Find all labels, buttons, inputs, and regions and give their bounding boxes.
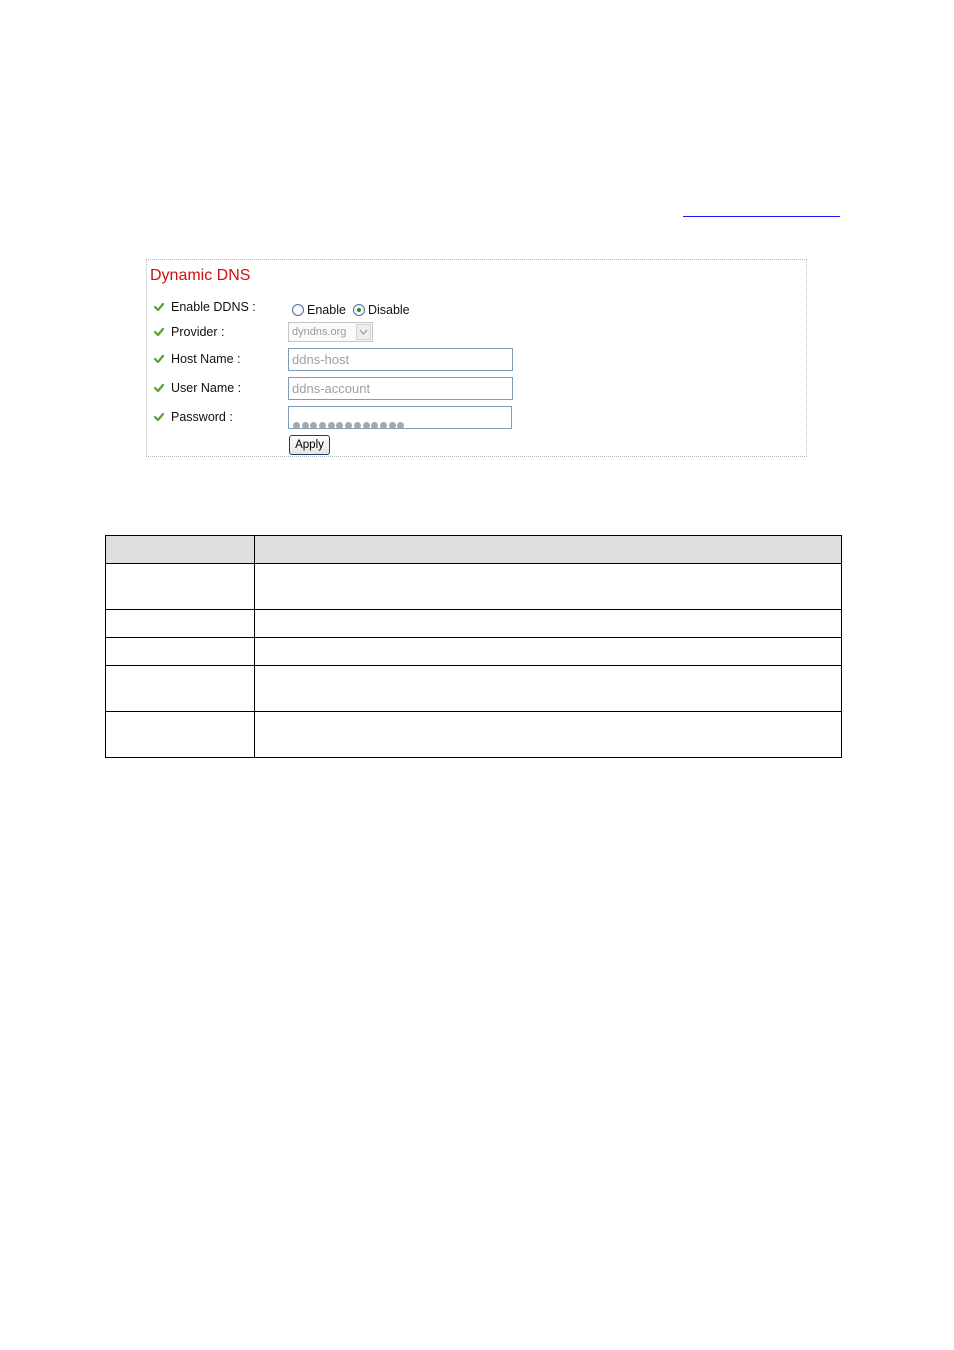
description-table: [105, 535, 842, 758]
disable-radio[interactable]: [353, 304, 365, 316]
password-dot: [336, 422, 343, 429]
password-dot: [328, 422, 335, 429]
provider-label: Provider :: [171, 325, 225, 339]
table-cell: [106, 638, 255, 666]
password-dot: [302, 422, 309, 429]
dynamic-dns-panel: [146, 259, 807, 457]
password-dot: [310, 422, 317, 429]
host-name-label: Host Name :: [171, 352, 241, 366]
enable-ddns-radio-group: [292, 301, 417, 317]
table-header-row: [106, 536, 842, 564]
table-row: [106, 610, 842, 638]
password-dot: [363, 422, 370, 429]
table-cell: [255, 610, 842, 638]
table-cell: [106, 712, 255, 758]
password-dot: [380, 422, 387, 429]
password-label: Password :: [171, 410, 233, 424]
chevron-down-icon[interactable]: [356, 324, 371, 340]
password-dot: [293, 422, 300, 429]
password-dot: [354, 422, 361, 429]
password-dot: [389, 422, 396, 429]
check-icon: [154, 302, 164, 312]
password-dot: [371, 422, 378, 429]
table-cell: [255, 536, 842, 564]
check-icon: [154, 412, 164, 422]
password-dot: [319, 422, 326, 429]
link-underline[interactable]: [683, 216, 840, 217]
check-icon: [154, 354, 164, 364]
table-cell: [255, 666, 842, 712]
password-mask: [293, 414, 406, 422]
table-cell: [255, 638, 842, 666]
check-icon: [154, 327, 164, 337]
table-cell: [106, 666, 255, 712]
host-name-input[interactable]: ddns-host: [288, 348, 513, 371]
table-cell: [255, 712, 842, 758]
user-name-input[interactable]: ddns-account: [288, 377, 513, 400]
provider-select[interactable]: [288, 322, 373, 342]
password-dot: [397, 422, 404, 429]
table-cell: [255, 564, 842, 610]
table-cell: [106, 564, 255, 610]
check-icon: [154, 383, 164, 393]
panel-title: Dynamic DNS: [150, 267, 251, 284]
table-row: [106, 638, 842, 666]
disable-radio-label[interactable]: Disable: [367, 302, 410, 317]
apply-button[interactable]: Apply: [289, 435, 330, 455]
table-row: [106, 712, 842, 758]
enable-radio-label[interactable]: Enable: [307, 302, 346, 317]
password-input[interactable]: [288, 406, 512, 429]
table-row: [106, 666, 842, 712]
user-name-label: User Name :: [171, 381, 242, 395]
provider-select-value: dyndns.org: [292, 326, 347, 338]
table-row: [106, 564, 842, 610]
table-cell: [106, 610, 255, 638]
enable-radio[interactable]: [292, 304, 304, 316]
password-dot: [345, 422, 352, 429]
enable-ddns-label: Enable DDNS :: [171, 300, 256, 314]
table-cell: [106, 536, 255, 564]
